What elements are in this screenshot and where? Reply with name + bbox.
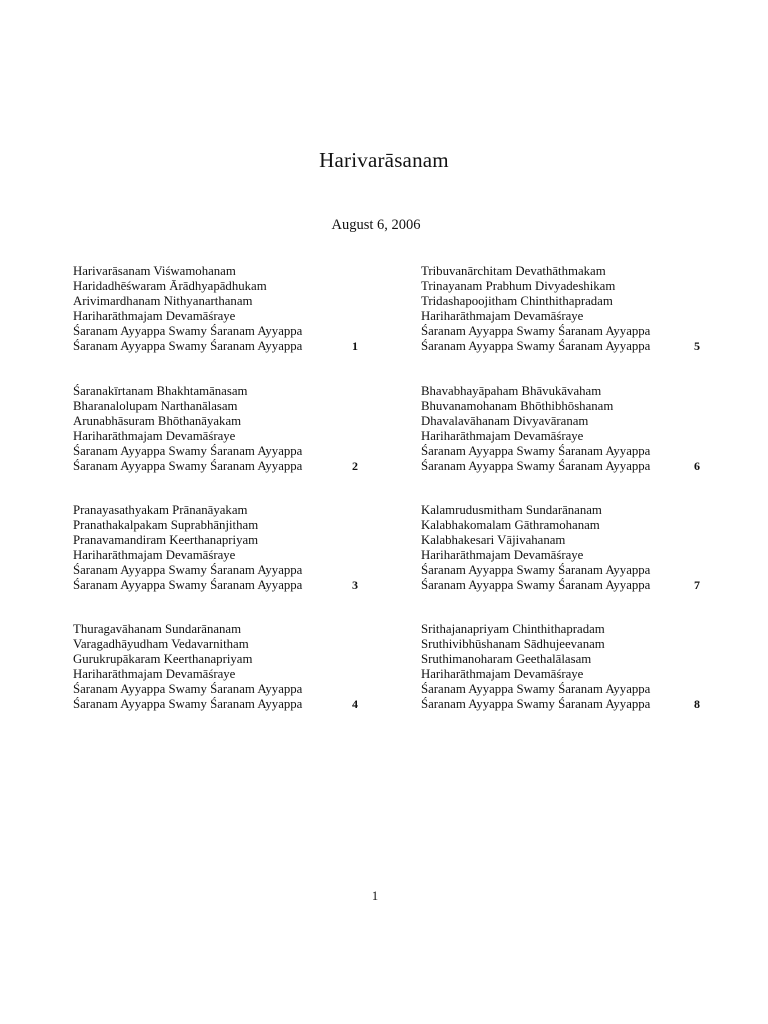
- verse-line: Hariharāthmajam Devamāśraye: [421, 309, 584, 323]
- verse-line: Tridashapoojitham Chinthithapradam: [421, 294, 613, 308]
- verse-2: [73, 384, 363, 474]
- verse-number: 8: [694, 697, 700, 711]
- verse-line: Bharanalolupam Narthanālasam: [73, 399, 238, 413]
- verse-line: Harivarāsanam Viśwamohanam: [73, 264, 236, 278]
- verse-line: Śaranam Ayyappa Swamy Śaranam Ayyappa: [421, 324, 651, 338]
- verse-6: [421, 384, 711, 474]
- verse-line: Hariharāthmajam Devamāśraye: [73, 548, 236, 562]
- verse-line: Pranayasathyakam Prānanāyakam: [73, 503, 248, 517]
- verse-line: Bhuvanamohanam Bhōthibhōshanam: [421, 399, 614, 413]
- verse-line: Arunabhāsuram Bhōthanāyakam: [73, 414, 242, 428]
- page-number: 1: [371, 889, 379, 903]
- verse-line: Śaranam Ayyappa Swamy Śaranam Ayyappa: [73, 444, 303, 458]
- verse-number: 3: [352, 578, 358, 592]
- verse-line: Hariharāthmajam Devamāśraye: [73, 309, 236, 323]
- verse-line: Hariharāthmajam Devamāśraye: [421, 548, 584, 562]
- verse-line: Śaranam Ayyappa Swamy Śaranam Ayyappa: [421, 578, 651, 592]
- verse-line: Śaranam Ayyappa Swamy Śaranam Ayyappa: [73, 682, 303, 696]
- verse-number: 2: [352, 459, 358, 473]
- verse-number: 5: [694, 339, 700, 353]
- verse-line: Hariharāthmajam Devamāśraye: [73, 429, 236, 443]
- verse-line: Śaranam Ayyappa Swamy Śaranam Ayyappa: [421, 444, 651, 458]
- verse-line: Śaranam Ayyappa Swamy Śaranam Ayyappa: [73, 697, 303, 711]
- verse-line: Thuragavāhanam Sundarānanam: [73, 622, 242, 636]
- verse-line: Śaranakīrtanam Bhakhtamānasam: [73, 384, 248, 398]
- verse-line: Tribuvanārchitam Devathāthmakam: [421, 264, 606, 278]
- verse-line: Haridadhēśwaram Ārādhyapādhukam: [73, 279, 267, 293]
- verse-8: [421, 622, 711, 712]
- verse-line: Śaranam Ayyappa Swamy Śaranam Ayyappa: [73, 563, 303, 577]
- verse-3: [73, 503, 363, 593]
- verse-line: Srithajanapriyam Chinthithapradam: [421, 622, 605, 636]
- verse-line: Kalabhakomalam Gāthramohanam: [421, 518, 600, 532]
- verse-number: 1: [352, 339, 358, 353]
- verse-line: Śaranam Ayyappa Swamy Śaranam Ayyappa: [73, 459, 303, 473]
- verse-line: Pranathakalpakam Suprabhānjitham: [73, 518, 259, 532]
- verse-number: 6: [694, 459, 700, 473]
- verse-5: [421, 264, 711, 354]
- verse-line: Bhavabhayāpaham Bhāvukāvaham: [421, 384, 602, 398]
- verse-line: Śaranam Ayyappa Swamy Śaranam Ayyappa: [73, 578, 303, 592]
- verse-line: Gurukrupākaram Keerthanapriyam: [73, 652, 253, 666]
- verse-line: Hariharāthmajam Devamāśraye: [421, 667, 584, 681]
- verse-line: Trinayanam Prabhum Divyadeshikam: [421, 279, 616, 293]
- verse-line: Dhavalavāhanam Divyavāranam: [421, 414, 589, 428]
- verse-line: Hariharāthmajam Devamāśraye: [73, 667, 236, 681]
- verse-1: [73, 264, 363, 354]
- verse-line: Śaranam Ayyappa Swamy Śaranam Ayyappa: [73, 324, 303, 338]
- verse-line: Śaranam Ayyappa Swamy Śaranam Ayyappa: [421, 682, 651, 696]
- verse-line: Śaranam Ayyappa Swamy Śaranam Ayyappa: [421, 697, 651, 711]
- verse-line: Pranavamandiram Keerthanapriyam: [73, 533, 259, 547]
- verse-7: [421, 503, 711, 593]
- verse-line: Varagadhāyudham Vedavarnitham: [73, 637, 249, 651]
- verse-number: 7: [694, 578, 700, 592]
- verse-line: Śaranam Ayyappa Swamy Śaranam Ayyappa: [421, 563, 651, 577]
- verse-line: Hariharāthmajam Devamāśraye: [421, 429, 584, 443]
- verse-line: Śaranam Ayyappa Swamy Śaranam Ayyappa: [421, 459, 651, 473]
- verse-line: Sruthimanoharam Geethalālasam: [421, 652, 592, 666]
- document-date: August 6, 2006: [331, 217, 421, 233]
- verse-line: Kalabhakesari Vājivahanam: [421, 533, 566, 547]
- verse-line: Śaranam Ayyappa Swamy Śaranam Ayyappa: [421, 339, 651, 353]
- verse-line: Kalamrudusmitham Sundarānanam: [421, 503, 602, 517]
- verse-line: Sruthivibhūshanam Sādhujeevanam: [421, 637, 605, 651]
- verse-line: Arivimardhanam Nithyanarthanam: [73, 294, 253, 308]
- document-title: Harivarāsanam: [319, 148, 449, 172]
- verse-number: 4: [352, 697, 358, 711]
- verse-line: Śaranam Ayyappa Swamy Śaranam Ayyappa: [73, 339, 303, 353]
- verse-4: [73, 622, 363, 712]
